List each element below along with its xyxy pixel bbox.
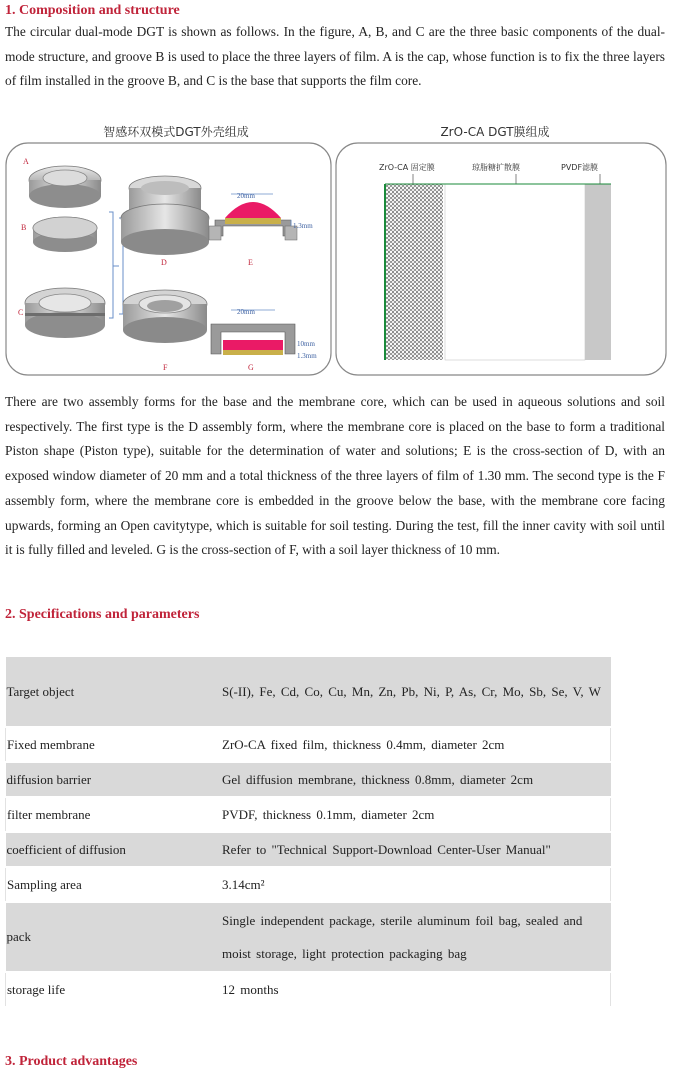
membrane-layers [385, 184, 611, 360]
table-row [6, 657, 611, 727]
part-c-base [25, 288, 105, 338]
label-a: A [23, 157, 29, 166]
section-heading-advantages: 3. Product advantages [5, 1054, 138, 1069]
spec-key: Target object [6, 657, 223, 727]
spec-value: ZrO-CA fixed film, thickness 0.4mm, diameter 2cm [222, 727, 611, 762]
spec-key: diffusion barrier [6, 762, 223, 797]
label-g: G [248, 363, 254, 372]
table-row [6, 762, 611, 797]
section-heading-specifications: 2. Specifications and parameters [5, 607, 200, 622]
layer-label-pvdf: PVDF滤膜 [561, 163, 599, 172]
spec-value: Single independent package, sterile aluminum foil bag, sealed and moist storage, light protection packaging bag [222, 902, 611, 972]
spec-value: 12 months [222, 972, 611, 1007]
spec-key: Fixed membrane [6, 727, 223, 762]
spec-key: pack [6, 902, 223, 972]
label-e: E [248, 258, 253, 267]
spec-value: Refer to "Technical Support-Download Center-User Manual" [222, 832, 611, 867]
table-row [6, 867, 611, 902]
layer-label-fixed: ZrO-CA 固定膜 [379, 163, 435, 172]
dim-thickness-g: 1.3mm [297, 352, 317, 360]
table-row [6, 972, 611, 1007]
dim-window-g: 20mm [237, 308, 255, 316]
table-row [6, 832, 611, 867]
spec-key: filter membrane [6, 797, 223, 832]
table-row [6, 902, 611, 972]
structure-figure [5, 118, 667, 380]
spec-value: S(-II), Fe, Cd, Co, Cu, Mn, Zn, Pb, Ni, P, As, Cr, Mo, Sb, Se, V, W [222, 657, 611, 727]
spec-key: storage life [6, 972, 223, 1007]
dim-thickness-e: 1.3mm [293, 222, 313, 230]
label-c: C [18, 308, 24, 317]
left-panel-title: 智感环双模式DGT外壳组成 [103, 125, 249, 139]
label-f: F [163, 363, 168, 372]
spec-key: Sampling area [6, 867, 223, 902]
spec-key: coefficient of diffusion [6, 832, 223, 867]
intro-paragraph: The circular dual-mode DGT is shown as follows. In the figure, A, B, and C are the three basic components of the dual-mode structure, and groove B is used to place the three layers of film. A is the cap, whose function is to fix the three layers of film installed in the groove B, and C is the base that supports the film core. [5, 24, 665, 89]
assembly-paragraph: There are two assembly forms for the base and the membrane core, which can be used in aqueous solutions and soil respectively. The first type is the D assembly form, where the membrane core is placed on the base to form a traditional Piston shape (Piston type), suitable for the determination of water and solutions; E is the cross-section of D, with an exposed window diameter of 20 mm and a total thickness of the three layers of film of 1.30 mm. The second type is the F assembly form, where the membrane core is embedded in the groove below the base, with the membrane core facing upwards, forming an Open cavitytype, which is suitable for soil testing. During the test, fill the inner cavity with soil until it is fully filled and leveled. G is the cross-section of F, with a soil layer thickness of 10 mm. [5, 394, 665, 558]
table-row [6, 797, 611, 832]
spec-value: Gel diffusion membrane, thickness 0.8mm, diameter 2cm [222, 762, 611, 797]
part-d-piston [121, 176, 209, 255]
dim-window-e: 20mm [237, 192, 255, 200]
gel-layer [445, 184, 585, 360]
right-panel-title: ZrO-CA DGT膜组成 [440, 125, 550, 139]
spec-value: 3.14cm² [222, 867, 611, 902]
part-f-open-cavity [123, 290, 207, 343]
part-a-cap [29, 166, 101, 208]
part-b-groove [33, 217, 97, 252]
section-heading-composition: 1. Composition and structure [5, 3, 180, 18]
fixed-film-layer [385, 184, 443, 360]
table-row [6, 727, 611, 762]
specifications-table [5, 657, 611, 1008]
label-d: D [161, 258, 167, 267]
layer-label-gel: 琼脂糖扩散膜 [472, 163, 520, 172]
label-b: B [21, 223, 27, 232]
dim-soil-g: 10mm [297, 340, 315, 348]
spec-value: PVDF, thickness 0.1mm, diameter 2cm [222, 797, 611, 832]
pvdf-layer [585, 184, 611, 360]
